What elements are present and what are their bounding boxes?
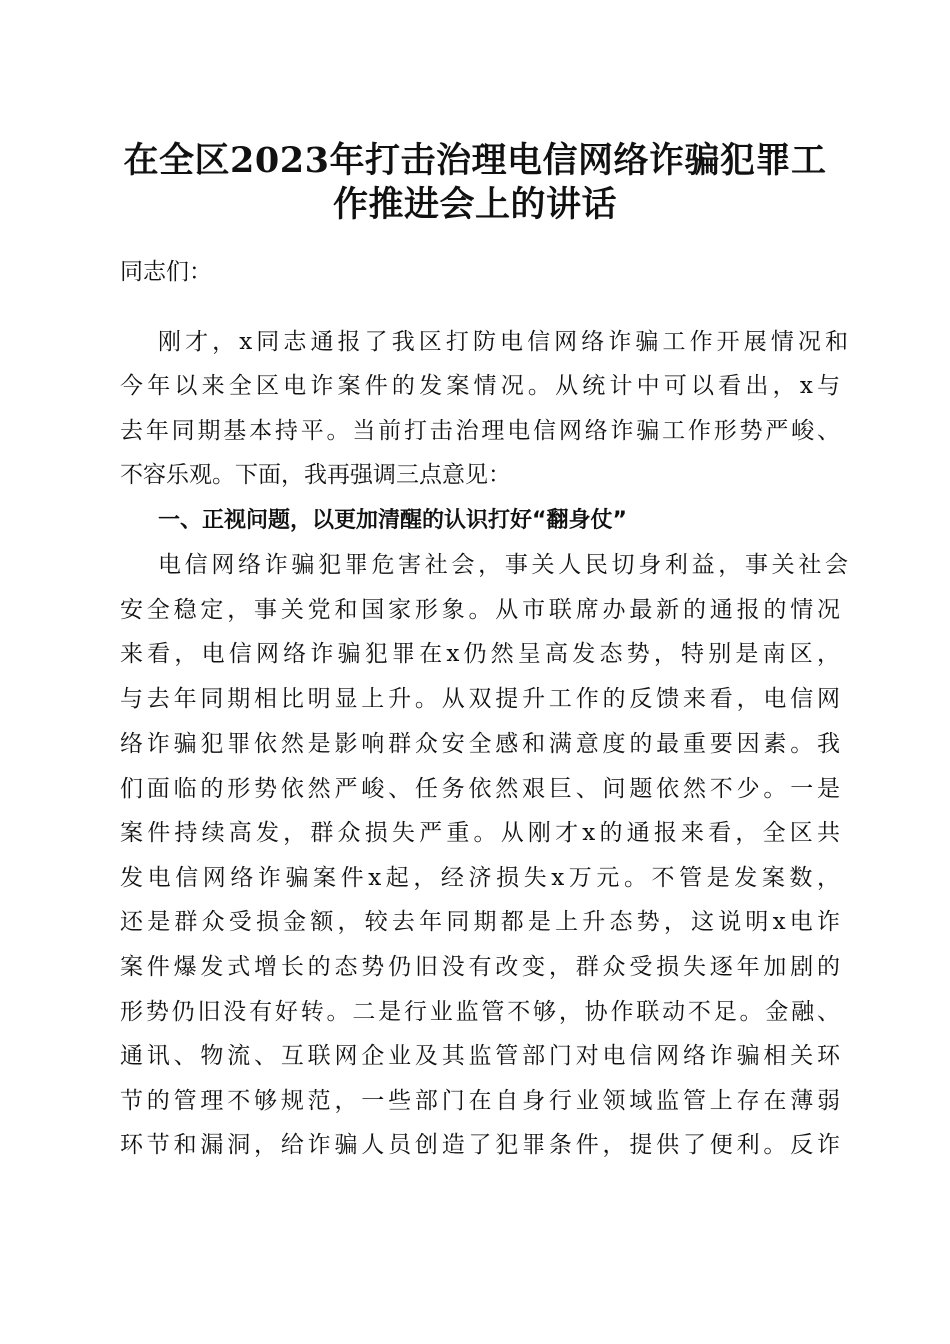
section-1-line: 节的管理不够规范，一些部门在自身行业领域监管上存在薄弱 [120, 1088, 840, 1114]
document-title-line-1: 在全区2023年打击治理电信网络诈骗犯罪工 [123, 140, 827, 181]
section-1-line: 案件持续高发，群众损失严重。从刚才x的通报来看，全区共 [120, 820, 840, 846]
section-1-line: 电信网络诈骗犯罪危害社会，事关人民切身利益，事关社会 [158, 552, 848, 578]
section-1-line: 通讯、物流、互联网企业及其监管部门对电信网络诈骗相关环 [120, 1043, 840, 1069]
section-1-line: 安全稳定，事关党和国家形象。从市联席办最新的通报的情况 [120, 597, 840, 623]
section-1-line: 还是群众受损金额，较去年同期都是上升态势，这说明x电诈 [120, 909, 840, 935]
intro-line: 去年同期基本持平。当前打击治理电信网络诈骗工作形势严峻、 [120, 418, 840, 444]
salutation: 同志们： [120, 259, 212, 285]
intro-line: 不容乐观。下面，我再强调三点意见： [120, 462, 511, 488]
intro-line: 今年以来全区电诈案件的发案情况。从统计中可以看出，x与 [120, 373, 840, 399]
section-1-heading: 一、正视问题，以更加清醒的认识打好“翻身仗” [158, 508, 627, 533]
section-1-line: 形势仍旧没有好转。二是行业监管不够，协作联动不足。金融、 [120, 999, 840, 1025]
intro-line: 刚才，x同志通报了我区打防电信网络诈骗工作开展情况和 [158, 329, 848, 355]
section-1-line: 来看，电信网络诈骗犯罪在x仍然呈高发态势，特别是南区， [120, 641, 840, 667]
section-1-line: 与去年同期相比明显上升。从双提升工作的反馈来看，电信网 [120, 686, 840, 712]
document-title-line-2: 作推进会上的讲话 [332, 184, 617, 225]
section-1-line: 环节和漏洞，给诈骗人员创造了犯罪条件，提供了便利。反诈 [120, 1132, 840, 1158]
section-1-line: 发电信网络诈骗案件x起，经济损失x万元。不管是发案数， [120, 865, 840, 891]
section-1-line: 案件爆发式增长的态势仍旧没有改变，群众受损失逐年加剧的 [120, 954, 840, 980]
section-1-line: 络诈骗犯罪依然是影响群众安全感和满意度的最重要因素。我 [120, 731, 840, 757]
section-1-line: 们面临的形势依然严峻、任务依然艰巨、问题依然不少。一是 [120, 776, 840, 802]
